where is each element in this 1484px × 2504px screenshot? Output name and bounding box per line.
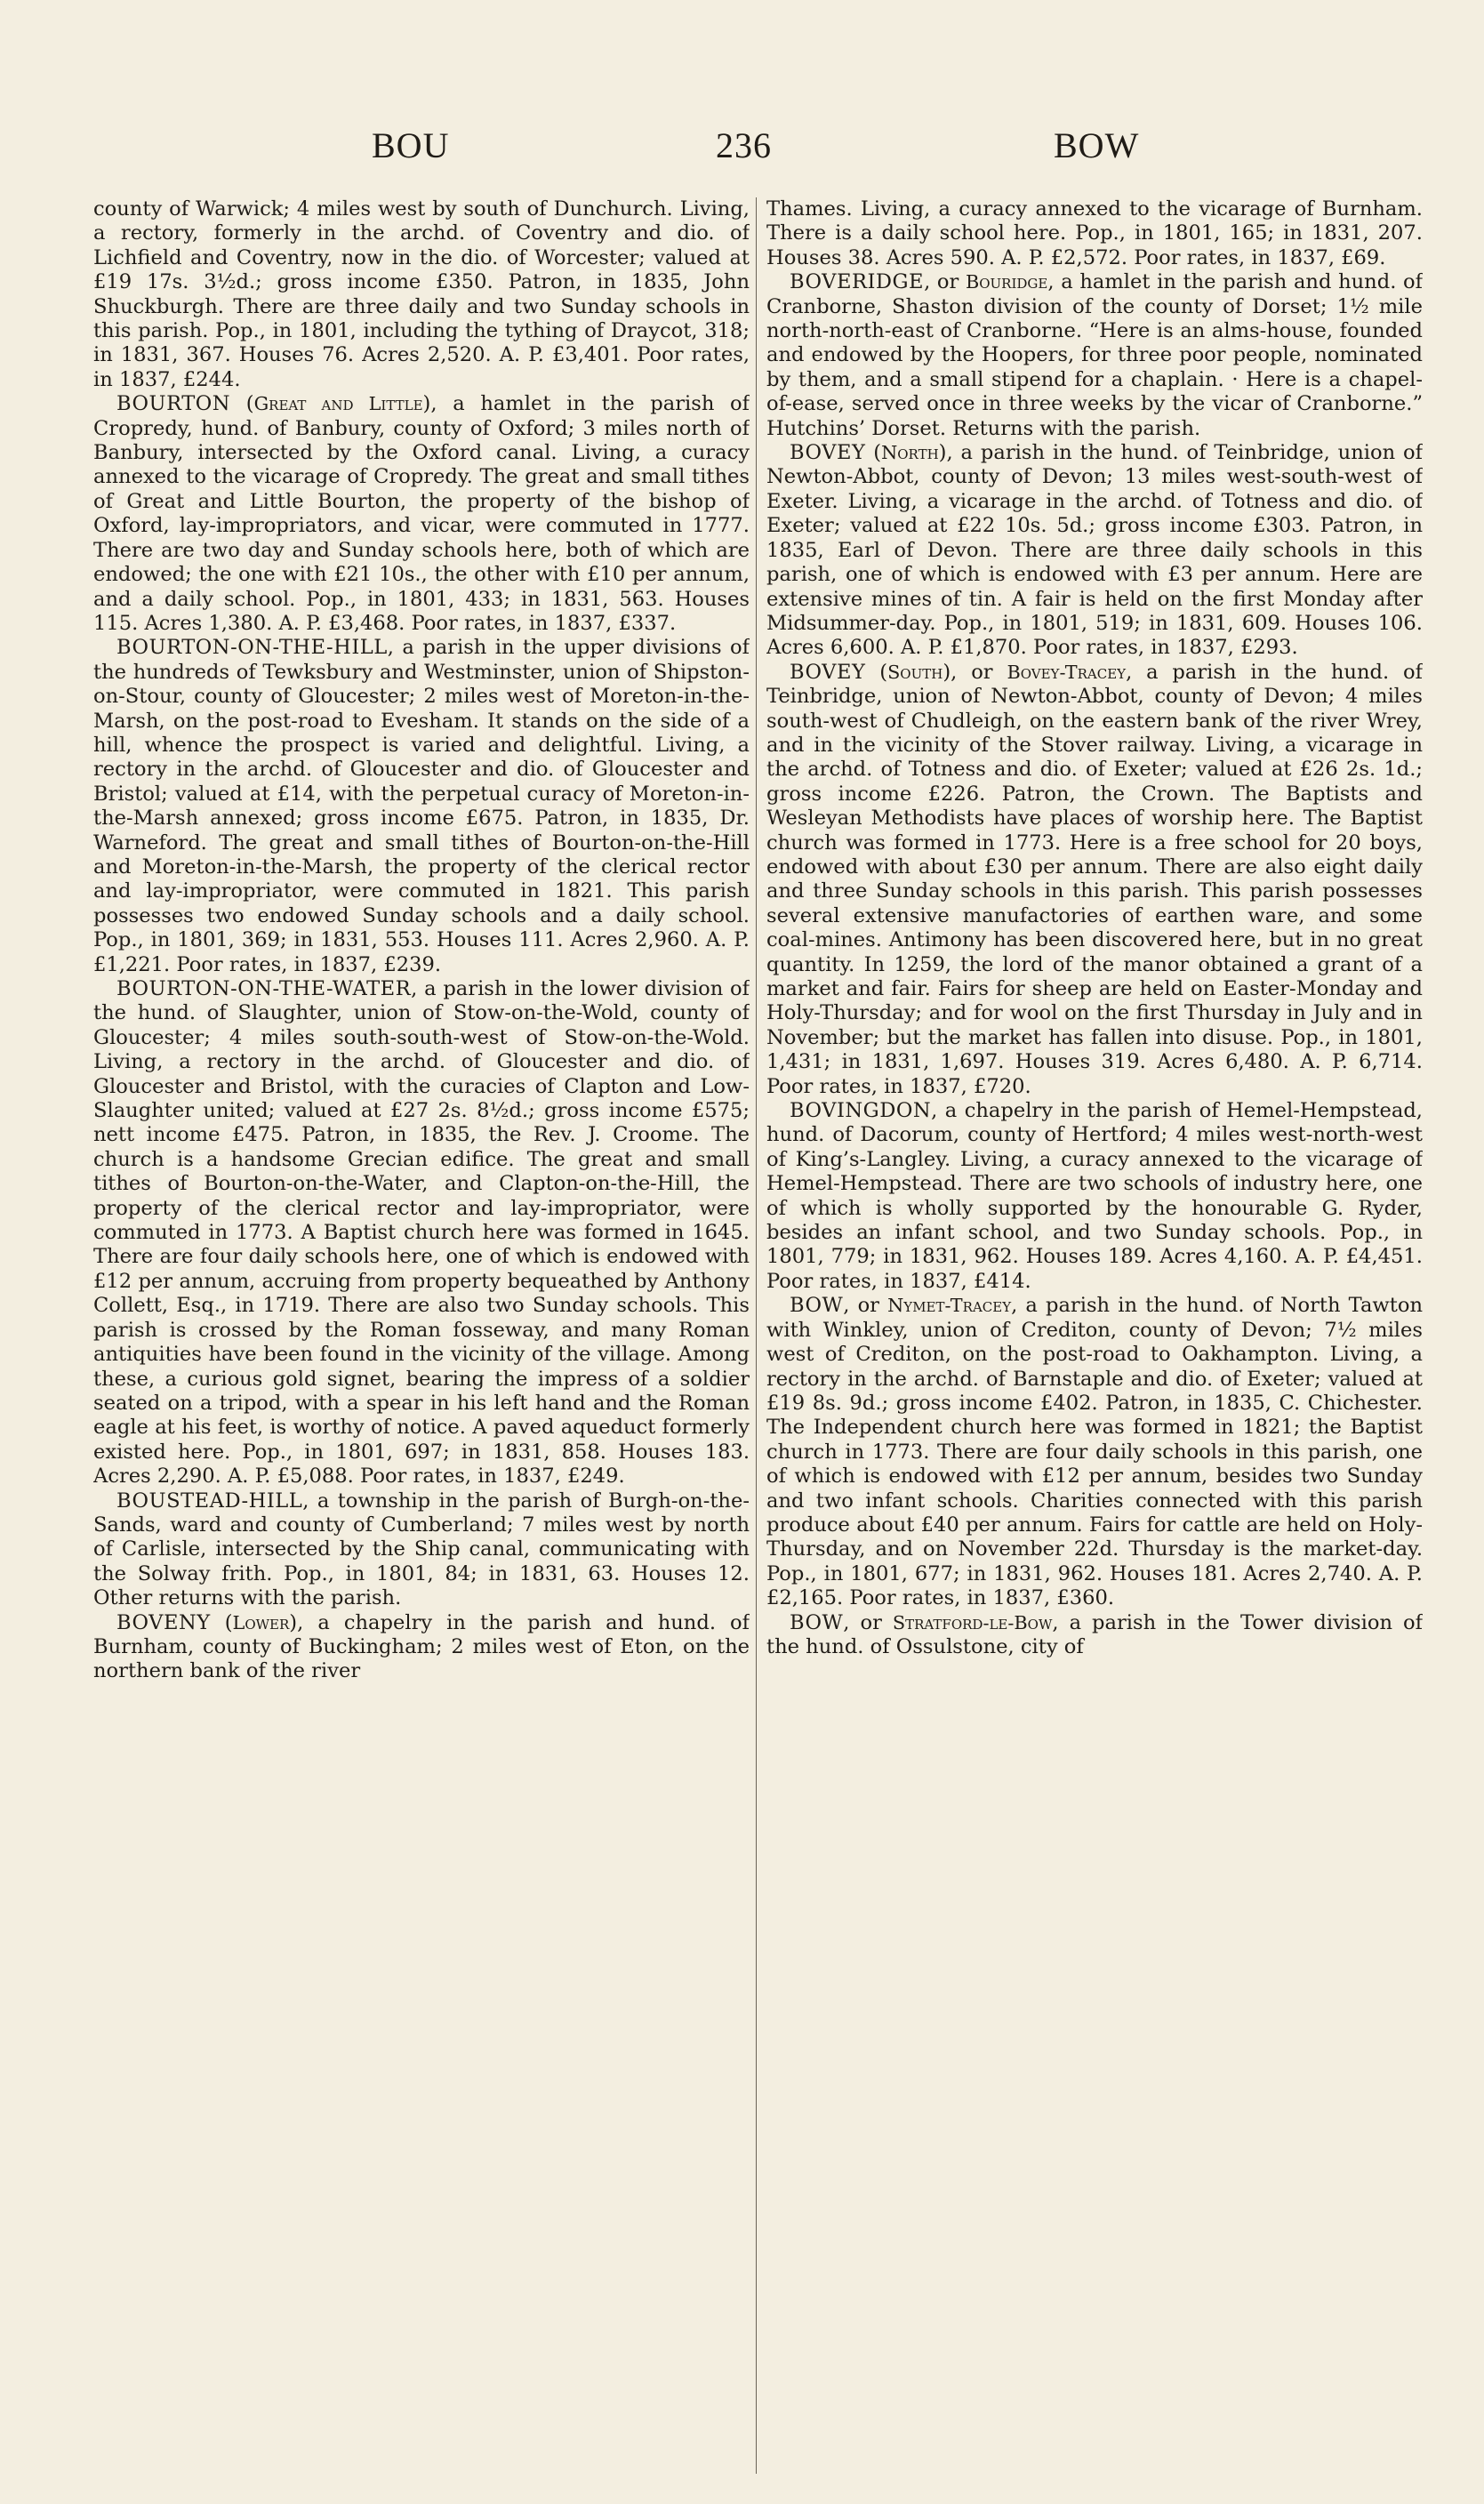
entry-text: , a parish in the hund. of North Tawton with Winkley, union of Crediton, county of Devon; 7½ miles west of Crediton, on the post-road to Oakhampton. Living, a rectory in the archd. of Barnstaple and dio. of Exeter; valued at £19 8s. 9d.; gross income £402. Patron, in 1835, C. Chichester. The Independent church here was formed in 1821; the Baptist church in 1773. There are four daily schools in this parish, one of which is endowed with £12 per annum, besides two Sunday and two infant schools. Charities connected with this parish produce about £40 per annum. Fairs for cattle are held on Holy-Thursday, and on November 22d. Thursday is the market-day. Pop., in 1801, 677; in 1831, 962. Houses 181. Acres 2,740. A. P. £2,165. Poor rates, in 1837, £360.: [766, 1294, 1423, 1610]
entry-bourton-on-the-hill: [93, 636, 750, 977]
entry-text: county of Warwick; 4 miles west by south of Dunchurch. Living, a rectory, formerly in the archd. of Coventry and dio. of Lichfield and Coventry, now in the dio. of Worcester; valued at £19 17s. 3½d.; gross income £350. Patron, in 1835, John Shuckburgh. There are three daily and two Sunday schools in this parish. Pop., in 1801, including the tything of Draycot, 318; in 1831, 367. Houses 76. Acres 2,520. A. P. £3,401. Poor rates, in 1837, £244.: [93, 197, 750, 391]
column-divider: [756, 197, 757, 2474]
entry-headword: BOVINGDON: [790, 1099, 932, 1123]
running-head: [0, 124, 1484, 178]
entry-text: , a township in the parish of Burgh-on-the-Sands, ward and county of Cumberland; 7 miles west by north of Carlisle, intersected by the Ship canal, communicating with the Solway frith. Pop., in 1801, 84; in 1831, 63. Houses 12. Other returns with the parish.: [93, 1489, 750, 1610]
entry-boustead-hill: [93, 1489, 750, 1611]
entry-bovey-south: BOVEY (South), or Bovey-Tracey, a parish in the hund. of Teinbridge, union of Newton-Abbot, county of Devon; 4 miles south-west of Chudleigh, on the eastern bank of the river Wrey, and in the vicinity of the Stover railway. Living, a vicarage in the archd. of Totness and dio. of Exeter; valued at £26 2s. 1d.; gross income £226. Patron, the Crown. The Baptists and Wesleyan Methodists have places of worship here. The Baptist church was formed in 1773. Here is a free school for 20 boys, endowed with about £30 per annum. There are also eight daily and three Sunday schools in this parish. This parish possesses several extensive manufactories of earthen ware, and some coal-mines. Antimony has been discovered here, but in no great quantity. In 1259, the lord of the manor obtained a grant of a market and fair. Fairs for sheep are held on Easter-Monday and Holy-Thursday; and for wool on the first Thursday in July and in November; but the market has fallen into disuse. Pop., in 1801, 1,431; in 1831, 1,697. Houses 319. Acres 6,480. A. P. 6,714. Poor rates, in 1837, £720.: [766, 660, 1423, 1098]
entry-headword: BOUSTEAD-HILL: [116, 1489, 303, 1513]
entry-text: , a hamlet in the parish and hund. of Cranborne, Shaston division of the county of Dorset; 1½ mile north-north-east of Cranborne. “Here is an alms-house, founded and endowed by the Hoopers, for three poor people, nominated by them, and a small stipend for a chaplain. · Here is a chapel-of-ease, served once in three weeks by the vicar of Cranborne.” Hutchins’ Dorset. Returns with the parish.: [766, 270, 1423, 440]
entry-continuation: [93, 197, 750, 392]
entry-bovey-north: BOVEY (North), a parish in the hund. of Teinbridge, union of Newton-Abbot, county of Devon; 13 miles west-south-west of Exeter. Living, a vicarage in the archd. of Totness and dio. of Exeter; valued at £22 10s. 5d.; gross income £303. Patron, in 1835, Earl of Devon. There are three daily schools in this parish, one of which is endowed with £3 per annum. Here are extensive mines of tin. A fair is held on the first Monday after Midsummer-day. Pop., in 1801, 519; in 1831, 609. Houses 106. Acres 6,600. A. P. £1,870. Poor rates, in 1837, £293.: [766, 441, 1423, 660]
entry-headword: BOW: [790, 1610, 844, 1634]
entry-bow-stratford: [766, 1611, 1423, 1660]
entry-text: Thames. Living, a curacy annexed to the vicarage of Burnham. There is a daily school here. Pop., in 1801, 165; in 1831, 207. Houses 38. Acres 590. A. P. £2,572. Poor rates, in 1837, £69.: [766, 197, 1423, 269]
entry-bourton: BOURTON (Great and Little), a hamlet in the parish of Cropredy, hund. of Banbury, county of Oxford; 3 miles north of Banbury, intersected by the Oxford canal. Living, a curacy annexed to the vicarage of Cropredy. The great and small tithes of Great and Little Bourton, the property of the bishop of Oxford, lay-impropriators, and vicar, were commuted in 1777. There are two day and Sunday schools here, both of which are endowed; the one with £21 10s., the other with £10 per annum, and a daily school. Pop., in 1801, 433; in 1831, 563. Houses 115. Acres 1,380. A. P. £3,468. Poor rates, in 1837, £337.: [93, 392, 750, 635]
entry-boveny: BOVENY (Lower), a chapelry in the parish and hund. of Burnham, county of Buckingham; 2 miles west of Eton, on the northern bank of the river: [93, 1610, 750, 1683]
page-number: 236: [716, 125, 772, 165]
entry-bow-nymet-tracey: [766, 1294, 1423, 1610]
entry-alt-name: Stratford-le-Bow: [892, 1611, 1053, 1633]
entry-headword: BOVENY: [116, 1610, 211, 1634]
entry-bovingdon: [766, 1099, 1423, 1294]
entry-continuation: [766, 197, 1423, 270]
entry-alt-lead: , or: [843, 1610, 893, 1634]
entry-qualifier: South: [887, 661, 943, 683]
entry-headword: BOVEY: [790, 441, 866, 465]
entry-text: , a chapelry in the parish and hund. of Burnham, county of Buckingham; 2 miles west of Eton, on the northern bank of the river: [93, 1610, 750, 1683]
text-columns: [93, 197, 1423, 2474]
entry-bourton-on-the-water: [93, 977, 750, 1489]
entry-text: , a chapelry in the parish of Hemel-Hempstead, hund. of Dacorum, county of Hertford; 4 miles west-north-west of King’s-Langley. Living, a curacy annexed to the vicarage of Hemel-Hempstead. There are two schools of industry here, one of which is wholly supported by the honourable G. Ryder, besides an infant school, and two Sunday schools. Pop., in 1801, 779; in 1831, 962. Houses 189. Acres 4,160. A. P. £4,451. Poor rates, in 1837, £414.: [766, 1099, 1423, 1293]
entry-text: , a parish in the Tower division of the hund. of Ossulstone, city of: [766, 1610, 1423, 1658]
entry-alt-lead: , or: [843, 1294, 888, 1318]
entry-headword: BOW: [790, 1294, 844, 1318]
right-column: [766, 197, 1423, 2474]
entry-text: , a parish in the hund. of Teinbridge, union of Newton-Abbot, county of Devon; 13 miles west-south-west of Exeter. Living, a vicarage in the archd. of Totness and dio. of Exeter; valued at £22 10s. 5d.; gross income £303. Patron, in 1835, Earl of Devon. There are three daily schools in this parish, one of which is endowed with £3 per annum. Here are extensive mines of tin. A fair is held on the first Monday after Midsummer-day. Pop., in 1801, 519; in 1831, 609. Houses 106. Acres 6,600. A. P. £1,870. Poor rates, in 1837, £293.: [766, 441, 1423, 660]
entry-alt-name: Bouridge: [965, 271, 1048, 293]
entry-text: , a parish in the upper divisions of the hundreds of Tewksbury and Westminster, union of Shipston-on-Stour, county of Gloucester; 2 miles west of Moreton-in-the-Marsh, on the post-road to Evesham. It stands on the side of a hill, whence the prospect is varied and delightful. Living, a rectory in the archd. of Gloucester and dio. of Gloucester and Bristol; valued at £14, with the perpetual curacy of Moreton-in-the-Marsh annexed; gross income £675. Patron, in 1835, Dr. Warneford. The great and small tithes of Bourton-on-the-Hill and Moreton-in-the-Marsh, the property of the clerical rector and lay-impropriator, were commuted in 1821. This parish possesses two endowed Sunday schools and a daily school. Pop., in 1801, 369; in 1831, 553. Houses 111. Acres 2,960. A. P. £1,221. Poor rates, in 1837, £239.: [93, 636, 750, 976]
entry-text: , a parish in the lower division of the hund. of Slaughter, union of Stow-on-the-Wold, county of Gloucester; 4 miles south-south-west of Stow-on-the-Wold. Living, a rectory in the archd. of Gloucester and dio. of Gloucester and Bristol, with the curacies of Clapton and Low-Slaughter united; valued at £27 2s. 8½d.; gross income £575; nett income £475. Patron, in 1835, the Rev. J. Croome. The church is a handsome Grecian edifice. The great and small tithes of Bourton-on-the-Water, and Clapton-on-the-Hill, the property of the clerical rector and lay-impropriator, were commuted in 1773. A Baptist church here was formed in 1645. There are four daily schools here, one of which is endowed with £12 per annum, accruing from property bequeathed by Anthony Collett, Esq., in 1719. There are also two Sunday schools. This parish is crossed by the Roman fosseway, and many Roman antiquities have been found in the vicinity of the village. Among these, a curious gold signet, bearing the impress of a soldier seated on a tripod, with a spear in his left hand and the Roman eagle at his feet, is worthy of notice. A paved aqueduct formerly existed here. Pop., in 1801, 697; in 1831, 858. Houses 183. Acres 2,290. A. P. £5,088. Poor rates, in 1837, £249.: [93, 977, 750, 1489]
header-left-guide-word: BOU: [372, 125, 450, 165]
entry-headword: BOURTON-ON-THE-HILL: [116, 636, 388, 660]
entry-headword: BOVEY: [790, 660, 866, 684]
entry-alt-lead: , or: [951, 660, 1007, 684]
entry-headword: BOVERIDGE: [790, 270, 925, 294]
entry-text: , a hamlet in the parish of Cropredy, hund. of Banbury, county of Oxford; 3 miles north of Banbury, intersected by the Oxford canal. Living, a curacy annexed to the vicarage of Cropredy. The great and small tithes of Great and Little Bourton, the property of the bishop of Oxford, lay-impropriators, and vicar, were commuted in 1777. There are two day and Sunday schools here, both of which are endowed; the one with £21 10s., the other with £10 per annum, and a daily school. Pop., in 1801, 433; in 1831, 563. Houses 115. Acres 1,380. A. P. £3,468. Poor rates, in 1837, £337.: [93, 392, 750, 635]
header-right-guide-word: BOW: [1054, 125, 1140, 165]
entry-text: , a parish in the hund. of Teinbridge, union of Newton-Abbot, county of Devon; 4 miles south-west of Chudleigh, on the eastern bank of the river Wrey, and in the vicinity of the Stover railway. Living, a vicarage in the archd. of Totness and dio. of Exeter; valued at £26 2s. 1d.; gross income £226. Patron, the Crown. The Baptists and Wesleyan Methodists have places of worship here. The Baptist church was formed in 1773. Here is a free school for 20 boys, endowed with about £30 per annum. There are also eight daily and three Sunday schools in this parish. This parish possesses several extensive manufactories of earthen ware, and some coal-mines. Antimony has been discovered here, but in no great quantity. In 1259, the lord of the manor obtained a grant of a market and fair. Fairs for sheep are held on Easter-Monday and Holy-Thursday; and for wool on the first Thursday in July and in November; but the market has fallen into disuse. Pop., in 1801, 1,431; in 1831, 1,697. Houses 319. Acres 6,480. A. P. 6,714. Poor rates, in 1837, £720.: [766, 660, 1423, 1098]
left-column: [93, 197, 750, 2474]
entry-alt-name: Bovey-Tracey: [1007, 661, 1127, 683]
entry-qualifier: Great and Little: [253, 393, 423, 415]
entry-boveridge: [766, 270, 1423, 441]
entry-headword: BOURTON: [116, 392, 231, 416]
entry-qualifier: North: [881, 442, 939, 464]
entry-qualifier: Lower: [232, 1611, 290, 1633]
entry-alt-lead: , or: [924, 270, 966, 294]
entry-headword: BOURTON-ON-THE-WATER: [116, 977, 412, 1000]
entry-alt-name: Nymet-Tracey: [887, 1295, 1012, 1317]
